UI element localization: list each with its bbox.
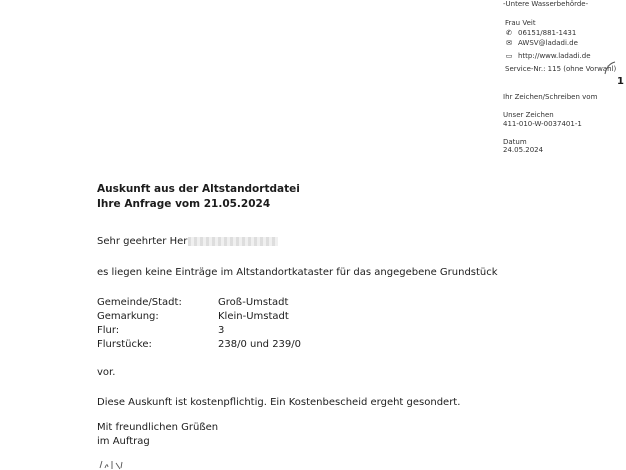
phone-number: 06151/881-1431 xyxy=(518,29,577,37)
page-number: 1 xyxy=(617,76,624,87)
detail-label: Gemeinde/Stadt: xyxy=(97,297,182,308)
date-value: 24.05.2024 xyxy=(503,146,544,154)
intro-sentence: es liegen keine Einträge im Altstandortkataster für das angegebene Grundstück xyxy=(97,267,498,278)
service-number: Service-Nr.: 115 (ohne Vorwahl) xyxy=(505,65,617,73)
detail-value: Groß-Umstadt xyxy=(218,297,289,308)
detail-value: 3 xyxy=(218,325,225,336)
web-address: http://www.ladadi.de xyxy=(518,52,591,60)
redacted-name xyxy=(188,237,278,246)
contact-email-row xyxy=(505,39,578,48)
details-row xyxy=(97,311,289,322)
detail-label: Flurstücke: xyxy=(97,339,152,350)
sidebar-authority: -Untere Wasserbehörde- xyxy=(503,0,589,8)
contact-phone-row xyxy=(505,29,576,38)
your-reference-label: Ihr Zeichen/Schreiben vom xyxy=(503,93,598,101)
detail-label: Flur: xyxy=(97,325,120,336)
greeting: Mit freundlichen Grüßen xyxy=(97,422,219,433)
subject-line-1: Auskunft aus der Altstandortdatei xyxy=(97,183,300,195)
envelope-icon: ✉ xyxy=(506,39,512,47)
details-row xyxy=(97,325,224,336)
date-label: Datum xyxy=(503,138,527,146)
detail-value: 238/0 und 239/0 xyxy=(218,339,302,350)
details-row xyxy=(97,339,301,350)
our-reference-value: 411-010-W-0037401-1 xyxy=(503,120,582,128)
our-reference-label: Unser Zeichen xyxy=(503,111,554,119)
hook-mark xyxy=(603,60,617,76)
contact-name: Frau Veit xyxy=(505,19,536,27)
detail-label: Gemarkung: xyxy=(97,311,159,322)
detail-value: Klein-Umstadt xyxy=(218,311,289,322)
email-address: AWSV@ladadi.de xyxy=(518,39,578,47)
details-row xyxy=(97,297,288,308)
cost-note: Diese Auskunft ist kostenpflichtig. Ein Kostenbescheid ergeht gesondert. xyxy=(97,397,461,408)
subject-line-2: Ihre Anfrage vom 21.05.2024 xyxy=(97,198,271,210)
contact-web-row xyxy=(505,52,591,61)
phone-icon: ✆ xyxy=(506,29,512,37)
monitor-icon: ▭ xyxy=(505,52,513,60)
salutation-text: Sehr geehrter Her xyxy=(97,236,188,247)
salutation xyxy=(97,236,278,247)
closing-word: vor. xyxy=(97,367,116,378)
signature xyxy=(98,458,138,470)
on-behalf: im Auftrag xyxy=(97,436,150,447)
